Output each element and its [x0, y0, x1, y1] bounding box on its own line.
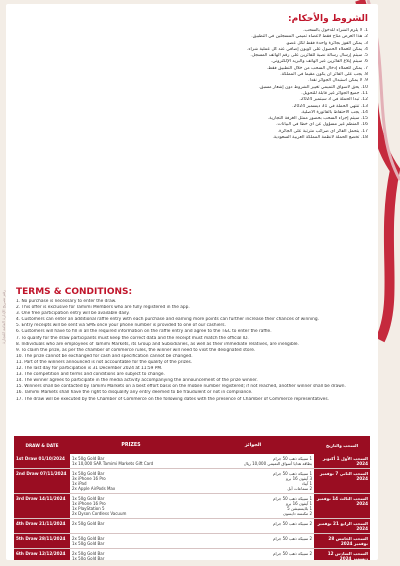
- english-term-item: 5. Entry receipts will be sent via SMS once your phone number is provided to one of our cashiers.: [16, 323, 226, 329]
- arabic-title: الشروط والأحكام:: [288, 14, 368, 24]
- draw-date-ar-cell: السحب الخامس 28 نوفمبر 2024: [314, 534, 370, 548]
- english-terms-list: [16, 299, 368, 403]
- english-term-item: 12. The last day for participation is 31 December 2024 at 11:59 PM.: [16, 366, 163, 372]
- english-term-item: 2. This offer is exclusive for Tamimi Members who are fully registered in the app.: [16, 305, 190, 311]
- draw-table: [14, 436, 370, 560]
- prizes-cell: [70, 469, 192, 493]
- english-term-item: 4. Customers can enter an additional raffle entry with each purchase and earning more points can further increase their chances of winning.: [16, 317, 319, 323]
- arabic-term-item: 16. المنظم غير مسؤول عن أي خطأ في البيانات.: [276, 122, 368, 128]
- prize-line: 3x iPhone 16 Pro: [72, 476, 106, 481]
- draw-date-cell: 6th Draw 12/12/2024: [14, 549, 70, 560]
- draw-date-cell: 2nd Draw 07/11/2024: [14, 469, 70, 493]
- prize-ar-line: 1 آيفون 16 برو: [286, 501, 312, 506]
- prizes-cell: [70, 454, 192, 468]
- header-prizes-ar: الجوائز: [244, 442, 262, 448]
- english-term-item: 16. Tamimi Markets shall have the right to disqualify any entry deemed to be fraudulent or not in compliance.: [16, 390, 253, 396]
- draw-date-cell: 1st Draw 01/10/2024: [14, 454, 70, 468]
- side-permit-text: رقم تصريح الإدارة العامة للتجارة: [1, 290, 6, 344]
- draw-table-body: [14, 454, 370, 560]
- arabic-term-item: 8. يجب على الفائز أن يكون مقيماً في المملكة.: [280, 72, 368, 78]
- draw-date-ar-cell: السحب الرابع 21 نوفمبر 2024: [314, 519, 370, 533]
- english-term-item: 15. Winners shall be contacted by Tamimi Markets on a best effort basis on the mobile number registered; if not reached, another winner shall be drawn.: [16, 384, 346, 390]
- draw-date-ar-cell: السحب الثاني 7 نوفمبر 2024: [314, 469, 370, 493]
- prizes-ar-cell: [192, 519, 314, 533]
- arabic-term-item: 7. يمكن للعملاء إدخال السحب من خلال التطبيق فقط.: [266, 65, 368, 71]
- prize-line: 2x 50g Gold Bar: [72, 551, 105, 556]
- arabic-terms-list: [16, 28, 368, 141]
- draw-table-row: [14, 534, 370, 549]
- english-term-item: 14. The winner agrees to participate in the media activity accompanying the announcement of the prize winner.: [16, 378, 258, 384]
- prize-line: 2x Dyson Cordless Vacuum: [72, 511, 127, 516]
- prize-line: 1x 50g Gold Bar: [72, 541, 105, 546]
- english-term-item: 9. To claim the prize, as per the chamber of commerce rules, the winner will need to visit the designated store.: [16, 347, 256, 353]
- arabic-term-item: 9. لا يمكن استبدال الجوائز نقداً.: [308, 78, 368, 84]
- arabic-term-item: 2. هذا العرض متاح فقط لأعضاء تميمي المسجلين في التطبيق.: [251, 34, 368, 40]
- arabic-term-item: 5. سيتم إرسال رسالة نصية للفائزين على رقم الهاتف المسجل.: [250, 53, 368, 59]
- prizes-ar-cell: [192, 454, 314, 468]
- header-prizes: PRIZES: [121, 442, 141, 448]
- prize-line: 1x 10,000 SAR Tamimi Markets Gift Card: [72, 461, 154, 466]
- english-term-item: 10. The prize cannot be exchanged for cash and specification cannot be changed.: [16, 353, 193, 359]
- draw-date-ar-cell: السحب السادس 12 ديسمبر 2024: [314, 549, 370, 560]
- arabic-term-item: 3. يمكن الفوز بجائزة واحدة فقط لكل عضو.: [285, 40, 368, 46]
- prizes-cell: [70, 549, 192, 560]
- prize-line: 1x 50g Gold Bar: [72, 456, 105, 461]
- draw-table-row: [14, 549, 370, 560]
- prizes-ar-cell: [192, 494, 314, 518]
- content-card: [6, 4, 378, 560]
- draw-date-ar-cell: السحب الثالث 14 نوفمبر 2024: [314, 494, 370, 518]
- arabic-term-item: 12. تبدأ الحملة في 3 سبتمبر 2024.: [299, 97, 368, 103]
- english-term-item: 13. The competition and terms and conditions are subject to change.: [16, 372, 165, 378]
- draw-table-row: [14, 469, 370, 494]
- prize-line: 1x 50g Gold Bar: [72, 471, 105, 476]
- arabic-term-item: 15. سيتم إجراء السحب بحضور ممثل الغرفة التجارية.: [267, 116, 368, 122]
- draw-table-row: [14, 454, 370, 469]
- prize-ar-line: 2 سماعات أبل: [287, 486, 312, 491]
- header-draw-date: DRAW & DATE: [14, 441, 70, 450]
- draw-date-cell: 5th Draw 28/11/2024: [14, 534, 70, 548]
- prize-line: 2x 50g Gold Bar: [72, 536, 105, 541]
- prize-ar-line: 1 سبيكة ذهب 50 جرام: [273, 471, 312, 476]
- prizes-cell: [70, 534, 192, 548]
- arabic-term-item: 4. يمكن للعملاء الحصول على كوبون إضافي عند كل عملية شراء.: [246, 46, 368, 52]
- arabic-term-item: 6. سيتم إبلاغ الفائزين عبر الهاتف والبريد الإلكتروني.: [270, 59, 368, 65]
- draw-table-header: [14, 436, 370, 454]
- prize-ar-line: 3 آيفون 16 برو: [286, 476, 312, 481]
- prizes-ar-cell: [192, 549, 314, 560]
- draw-table-row: [14, 519, 370, 534]
- prize-line: 1x 50g Gold Bar: [72, 496, 105, 501]
- english-term-item: 17. The draw will be executed by the Chamber of Commerce on the following dates with the presence of Chamber of Commerce representatives.: [16, 396, 329, 402]
- draw-table-row: [14, 494, 370, 519]
- prize-ar-line: 1 سبيكة ذهب 50 جرام: [273, 456, 312, 461]
- english-term-item: 3. One free participation entry will be available daily.: [16, 311, 130, 317]
- prize-line: 1x PlayStation 5: [72, 506, 105, 511]
- header-draw-date-ar: السحب والتاريخ: [314, 441, 370, 450]
- arabic-term-item: 18. تخضع الحملة لأنظمة المملكة العربية السعودية.: [272, 135, 368, 141]
- prize-ar-line: 2 سبيكة ذهب 50 جرام: [273, 521, 312, 526]
- prize-ar-line: 1 بلايستيشن 5: [287, 506, 312, 511]
- prize-line: 2x 50g Gold Bar: [72, 521, 105, 526]
- arabic-term-item: 10. يحق لأسواق التميمي تغيير الشروط دون إشعار مسبق.: [258, 84, 368, 90]
- english-title: TERMS & CONDITIONS:: [16, 287, 133, 297]
- prize-ar-line: بطاقة هدايا أسواق التميمي 10,000 ريال: [243, 461, 312, 466]
- prizes-ar-cell: [192, 469, 314, 493]
- prize-ar-line: 2 مكنسة دايسون: [283, 511, 312, 516]
- prize-ar-line: 1 سبيكة ذهب 50 جرام: [273, 496, 312, 501]
- english-term-item: 11. Part of the winners announced is not accountable for the quality of the prizes.: [16, 359, 193, 365]
- english-term-item: 1. No purchase is necessary to enter the draw.: [16, 299, 117, 304]
- prize-ar-line: 1 آيباد: [301, 481, 312, 486]
- prize-line: 2x Apple AirPods Max: [72, 486, 116, 491]
- english-term-item: 7. To qualify for the draw participants must keep the correct data and the receipt must match the official ID.: [16, 335, 249, 341]
- prizes-cell: [70, 519, 192, 533]
- english-term-item: 6. Customers will have to fill in all the required information on the raffle entry and agree to the T&C to enter the raffle.: [16, 329, 272, 335]
- prize-line: 1x 50g Gold Bar: [72, 556, 105, 560]
- prize-line: 1x iPhone 16 Pro: [72, 501, 106, 506]
- prizes-ar-cell: [192, 534, 314, 548]
- prize-line: 1x iPad: [72, 481, 87, 486]
- arabic-term-item: 13. تنتهي الحملة في 31 ديسمبر 2024.: [292, 103, 368, 109]
- draw-date-cell: 4th Draw 21/11/2024: [14, 519, 70, 533]
- prize-ar-line: 2 سبيكة ذهب 50 جرام: [273, 551, 312, 556]
- arabic-term-item: 11. جميع الجوائز غير قابلة للتحويل.: [301, 90, 368, 96]
- arabic-term-item: 1. لا يلزم الشراء للدخول بالسحب.: [303, 28, 368, 33]
- english-term-item: 8. Individuals who are employees of Tamimi Markets, its Group and Subsidiaries, as well as their immediate relatives, are ineligible.: [16, 341, 299, 347]
- arabic-term-item: 17. يتحمل الفائز أي ضرائب مترتبة على الجائزة.: [277, 128, 368, 134]
- prizes-cell: [70, 494, 192, 518]
- draw-date-cell: 3rd Draw 14/11/2024: [14, 494, 70, 518]
- arabic-term-item: 14. يجب الاحتفاظ بالفاتورة الأصلية.: [300, 109, 368, 115]
- draw-date-ar-cell: السحب الأول 1 أكتوبر 2024: [314, 454, 370, 468]
- prize-ar-line: 2 سبيكة ذهب 50 جرام: [273, 536, 312, 541]
